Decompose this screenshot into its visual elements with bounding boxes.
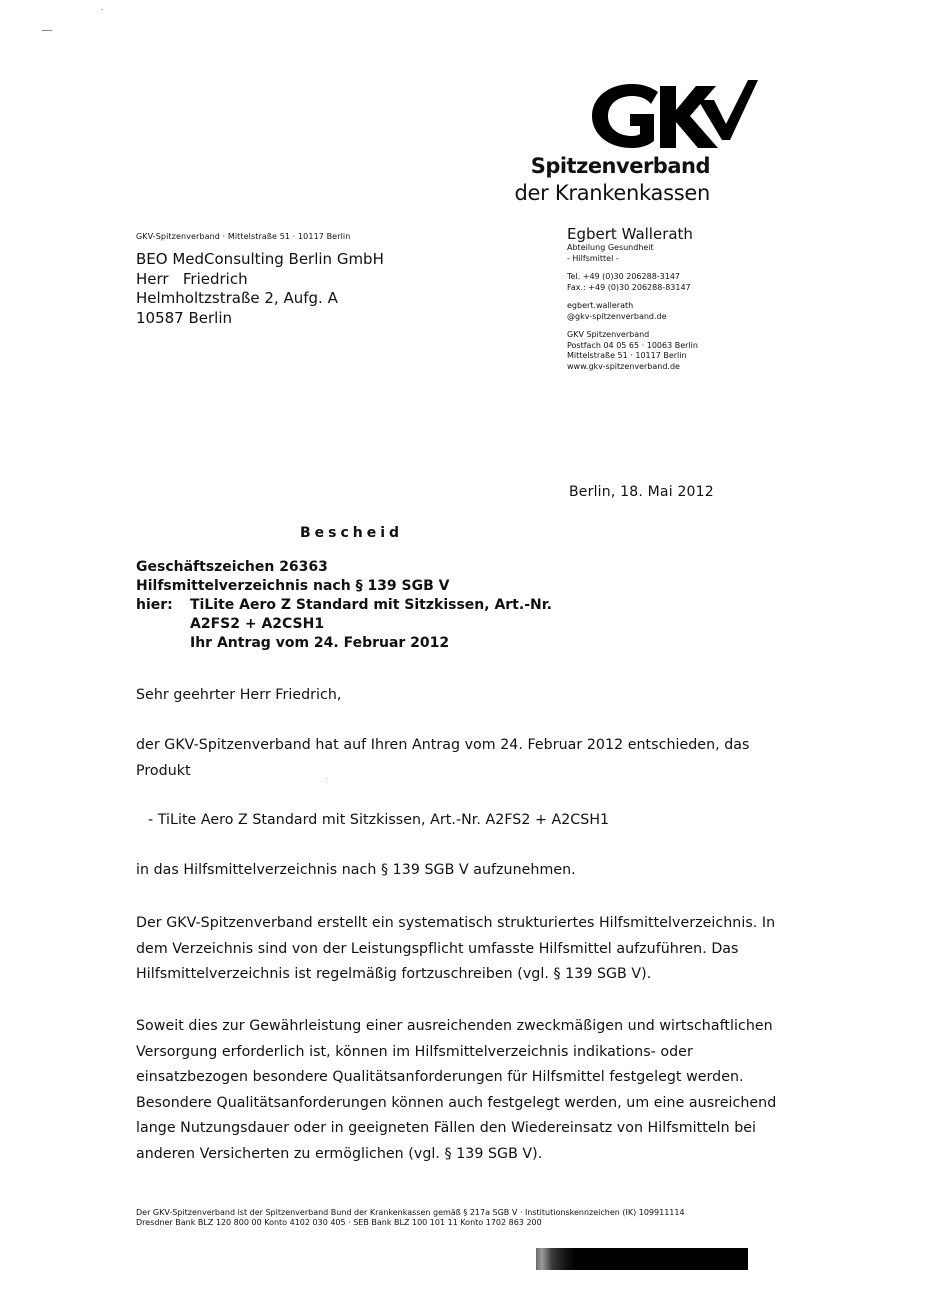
letter-date: Berlin, 18. Mai 2012 [569, 484, 714, 500]
paragraph-line: einsatzbezogen besondere Qualitätsanforderungen für Hilfsmittel festgelegt werden. [136, 1069, 744, 1085]
contact-block [567, 225, 767, 372]
paragraph-line: Soweit dies zur Gewährleistung einer ausreichenden zweckmäßigen und wirtschaftlichen [136, 1018, 773, 1034]
scan-artifact-mark: ˘ [100, 8, 104, 17]
paragraph-line: Der GKV-Spitzenverband erstellt ein systematisch strukturiertes Hilfsmittelverzeichnis. In [136, 915, 776, 931]
reference-block [136, 558, 552, 653]
reference-case-number: Geschäftszeichen 26363 [136, 559, 328, 575]
paragraph-line: lange Nutzungsdauer oder in geeigneten Fällen den Wiedereinsatz von Hilfsmitteln bei [136, 1120, 757, 1136]
org-name-line2: der Krankenkassen [514, 181, 710, 205]
contact-name: Egbert Wallerath [567, 225, 693, 243]
contact-department: Abteilung Gesundheit [567, 243, 654, 252]
contact-address-postfach: Postfach 04 05 65 · 10063 Berlin [567, 340, 698, 350]
paragraph-line: Versorgung erforderlich ist, können im Hilfsmittelverzeichnis indikations- oder [136, 1043, 693, 1060]
letter-footer [136, 1208, 685, 1228]
recipient-line: 10587 Berlin [136, 308, 233, 327]
scan-artifact-dash [42, 30, 52, 31]
recipient-line: Herr Friedrich [136, 269, 248, 288]
letter-title: Bescheid [300, 525, 404, 541]
paragraph-line: anderen Versicherten zu ermöglichen (vgl. § 139 SGB V). [136, 1145, 543, 1162]
reference-hier-row [136, 596, 552, 615]
paragraph-quality [136, 1014, 816, 1167]
reference-product: TiLite Aero Z Standard mit Sitzkissen, Art.-Nr. [190, 597, 552, 613]
contact-email-domain: @gkv-spitzenverband.de [567, 311, 667, 321]
contact-website: www.gkv-spitzenverband.de [567, 361, 680, 371]
sender-return-line: GKV-Spitzenverband · Mittelstraße 51 · 10117 Berlin [136, 232, 351, 241]
reference-hier-label: hier: [136, 597, 173, 613]
contact-department-sub: - Hilfsmittel - [567, 253, 619, 263]
contact-address-street: Mittelstraße 51 · 10117 Berlin [567, 351, 687, 360]
paragraph-line: Hilfsmittelverzeichnis ist regelmäßig fortzuschreiben (vgl. § 139 SGB V). [136, 966, 652, 982]
contact-email-local: egbert.wallerath [567, 301, 634, 310]
salutation: Sehr geehrter Herr Friedrich, [136, 687, 342, 703]
reference-article-numbers: A2FS2 + A2CSH1 [190, 616, 325, 632]
recipient-line: BEO MedConsulting Berlin GmbH [136, 250, 384, 268]
reference-subject: Hilfsmittelverzeichnis nach § 139 SGB V [136, 578, 450, 594]
paragraph-directory [136, 911, 816, 988]
org-name-line1: Spitzenverband [530, 154, 710, 178]
gkv-logo-icon [588, 78, 758, 150]
contact-fax: Fax.: +49 (0)30 206288-83147 [567, 282, 691, 292]
contact-address-org: GKV Spitzenverband [567, 330, 650, 339]
contact-tel: Tel. +49 (0)30 206288-3147 [567, 272, 681, 281]
paragraph-decision [136, 733, 816, 784]
recipient-line: Helmholtzstraße 2, Aufg. A [136, 289, 338, 307]
product-bullet: - TiLite Aero Z Standard mit Sitzkissen, Art.-Nr. A2FS2 + A2CSH1 [148, 812, 610, 828]
redaction-bar [536, 1248, 748, 1270]
reference-application-date: Ihr Antrag vom 24. Februar 2012 [190, 635, 450, 651]
paragraph-inclusion: in das Hilfsmittelverzeichnis nach § 139 SGB V aufzunehmen. [136, 862, 576, 878]
footer-bank-line: Dresdner Bank BLZ 120 800 00 Konto 4102 030 405 · SEB Bank BLZ 100 101 11 Konto 1702 863 200 [136, 1218, 542, 1227]
paragraph-line: dem Verzeichnis sind von der Leistungspflicht umfasste Hilfsmittel aufzuführen. Das [136, 940, 739, 957]
paragraph-line: Produkt [136, 762, 191, 779]
paragraph-line: der GKV-Spitzenverband hat auf Ihren Antrag vom 24. Februar 2012 entschieden, das [136, 737, 750, 753]
paragraph-line: Besondere Qualitätsanforderungen können auch festgelegt werden, um eine ausreichend [136, 1094, 777, 1111]
footer-legal-line: Der GKV-Spitzenverband ist der Spitzenverband Bund der Krankenkassen gemäß § 217a SGB V · Institutionskennzeichen (IK) 109911114 [136, 1208, 685, 1217]
recipient-address [136, 250, 384, 328]
